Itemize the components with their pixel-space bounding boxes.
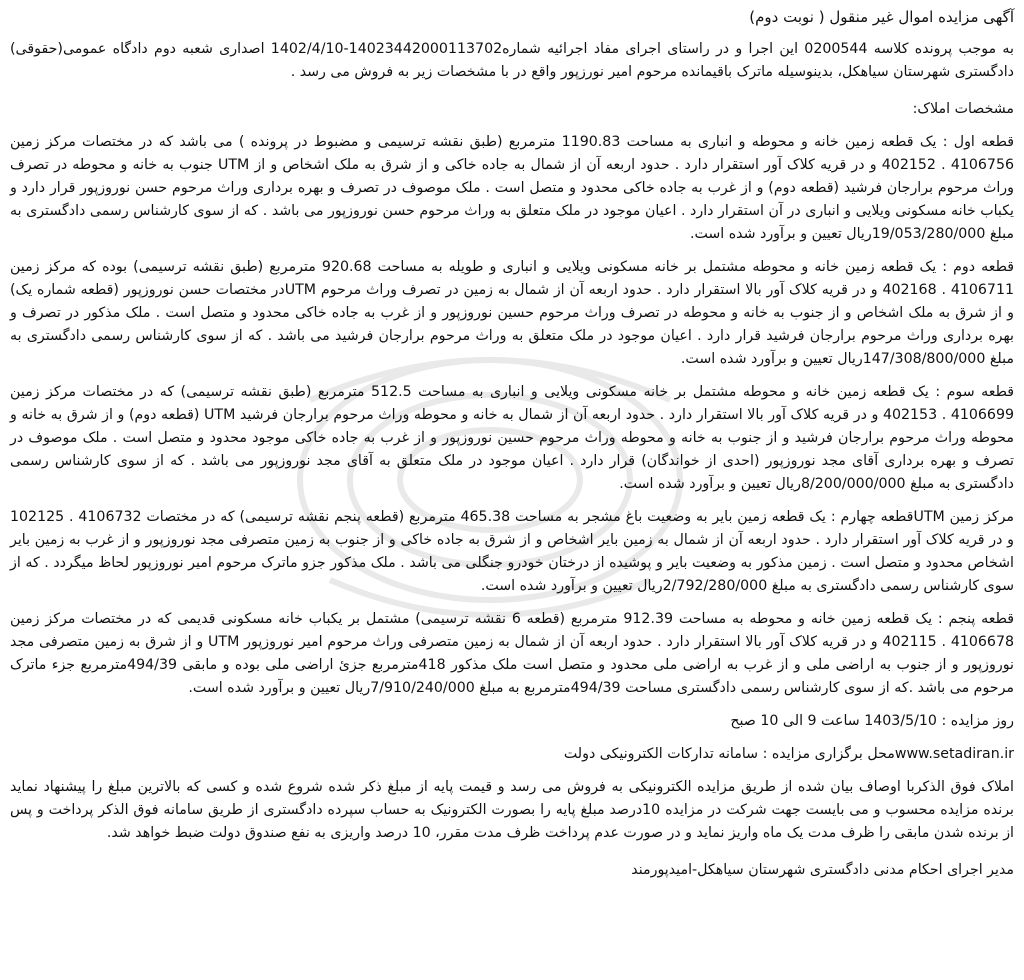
lot-3-description: قطعه سوم : یک قطعه زمین خانه و محوطه مشتمل بر خانه مسکونی ویلایی و انباری به مساحت 512.5 مترمربع (طبق نقشه ترسیمی) که در مختصات مرکز زمین 4106699 . 402153 و در قریه کلاک آور بالا استقرار دارد . حدود اربعه آن از شمال به خانه و محوطه وراث مرحوم برارجان فرشید UTM (قطعه دوم) و از شرق به خانه و محوطه وراث مرحوم برارجان فرشید و از جنوب به خانه و محوطه وراث مرحوم حسین نوروزپور و از غرب به جاده خاکی موجود محدود و متصل است . ملک موصوف در تصرف و بهره برداری آقای مجد نوروزپور (احدی از خواندگان) قرار دارد . اعیان موجود در ملک متعلق به آقای مجد نوروزپور می باشد . که از سوی کارشناس رسمی دادگستری به مبلغ 8/200/000/000ریال تعیین و برآورد شده است. [10,384,1015,492]
venue-url-link[interactable]: www.setadiran.ir [894,746,1014,762]
notice-content [10,6,1014,882]
properties-heading: مشخصات املاک: [912,101,1014,117]
lot-5-description: قطعه پنجم : یک قطعه زمین خانه و محوطه به مساحت 912.39 مترمربع (قطعه 6 نقشه ترسیمی) مشتمل بر یکباب خانه مسکونی قدیمی که در مختصات مرکز زمین 4106678 . 402115 و در قریه کلاک آور بالا استقرار دارد . حدود اربعه آن از شمال به زمین متصرفی وراث مرحوم امیر نوروزپور UTM و از شرق به زمین متصرفی مجد نوروزپور و از جنوب به اراضی ملی و از غرب به اراضی ملی محدود و متصل است ملک مذکور 418مترمربع جزئ اراضی ملی بوده و مابقی 494/39مترمربع جزء ماترک مرحوم می باشد .که از سوی کارشناس رسمی دادگستری مساحت 494/39مترمربع به مبلغ 7/910/240/000ریال تعیین و برآورد شده است. [10,611,1015,696]
lot-4-description: مرکز زمین UTMقطعه چهارم : یک قطعه زمین بایر به وضعیت باغ مشجر به مساحت 465.38 مترمربع (قطعه پنجم نقشه ترسیمی) که در مختصات 4106732 . 102125 و در قریه کلاک آور استقرار دارد . حدود اربعه آن از شمال به زمین بایر اشخاص و از شرق به جاده خاکی و از جنوب به زمین متصرفی مجد نوروزپور و از غرب به زمین بایر اشخاص محدود و متصل است . زمین مذکور به وضعیت بایر و پوشیده از درختان خودرو جنگلی می باشد . ملک مذکور جزو ماترک مرحوم امیر نوروزپور لحاظ میگردد . که از سوی کارشناس رسمی دادگستری به مبلغ 2/792/280/000ریال تعیین و برآورد شده است. [10,509,1014,594]
auction-venue [10,743,1014,766]
venue-label: محل برگزاری مزایده : سامانه تدارکات الکترونیکی دولت [563,746,895,762]
lot-2-description: قطعه دوم : یک قطعه زمین خانه و محوطه مشتمل بر خانه مسکونی ویلایی و انباری و طویله به مساحت 920.68 مترمربع (طبق نقشه ترسیمی) بوده که مرکز زمین 4106711 . 402168 و در قریه کلاک آور بالا استقرار دارد . حدود اربعه آن از شمال به زمین در تصرف وراث مرحوم UTMدر مختصات حسن نوروزپور (قطعه شماره یک) و از شرق به ملک اشخاص و از جنوب به خانه و محوطه در تصرف وراث مرحوم حسین نوروزپور و از غرب به جاده خاکی محدود و متصل است . ملک مذکور در تصرف و بهره برداری وراث مرحوم برارجان فرشید قرار دارد . اعیان موجود در ملک متعلق به وراث مرحوم برارجان فرشید می باشد . که از سوی کارشناس رسمی دادگستری به مبلغ 147/308/800/000ریال تعیین و برآورد شده است. [10,259,1014,367]
auction-date: روز مزایده : 1403/5/10 ساعت 9 الی 10 صبح [730,713,1014,729]
auction-terms: املاک فوق الذکربا اوصاف بیان شده از طریق مزایده الکترونیکی به فروش می رسد و قیمت پایه از مبلغ ذکر شده شروع شده و کسی که بالاترین مبلغ را پیشنهاد نماید برنده مزایده محسوب و می بایست جهت شرکت در مزایده 10درصد مبلغ پایه را بصورت الکترونیک به حساب سپرده دادگستری از طریق سامانه فوق الذکر پرداخت و پس از برنده شدن مابقی را ظرف مدت یک ماه واریز نماید و در صورت عدم پرداخت ظرف مدت مقرر، 10 درصد واریزی به نفع صندوق دولت ضبط خواهد شد. [10,779,1014,841]
notice-intro: به موجب پرونده کلاسه 0200544 این اجرا و در راستای اجرای مفاد اجرائیه شماره14023442000113702-1402/4/10 اصداری شعبه دوم دادگاه عمومی(حقوقی) دادگستری شهرستان سیاهکل، بدینوسیله ماترک باقیمانده مرحوم امیر نورزپور واقع در با مشخصات زیر به فروش می رسد . [10,41,1014,80]
notice-title: آگهی مزایده اموال غیر منقول ( نوبت دوم) [749,8,1014,26]
lot-1-description: قطعه اول : یک قطعه زمین خانه و محوطه و انباری به مساحت 1190.83 مترمربع (طبق نقشه ترسیمی و مضبوط در پرونده ) می باشد که در مختصات مرکز زمین 4106756 . 402152 و در قریه کلاک آور استقرار دارد . حدود اربعه آن از شمال به جاده خاکی و از شرق به ملک اشخاص و از UTM جنوب به خانه و محوطه در تصرف وراث مرحوم برارجان فرشید (قطعه دوم) و از غرب به جاده خاکی محدود و متصل است . ملک موصوف در تصرف و بهره برداری وراث مرحوم حسن نوروزپور قرار دارد و یکباب خانه مسکونی ویلایی و انباری در آن استقرار دارد . اعیان موجود در ملک متعلق به وراث مرحوم حسن نوروزپور می باشد . که از سوی کارشناس رسمی دادگستری به مبلغ 19/053/280/000ریال تعیین و برآورد شده است. [10,134,1014,242]
signature-line: مدیر اجرای احکام مدنی دادگستری شهرستان سیاهکل-امیدپورمند [631,862,1014,878]
notice-page [10,0,1014,980]
